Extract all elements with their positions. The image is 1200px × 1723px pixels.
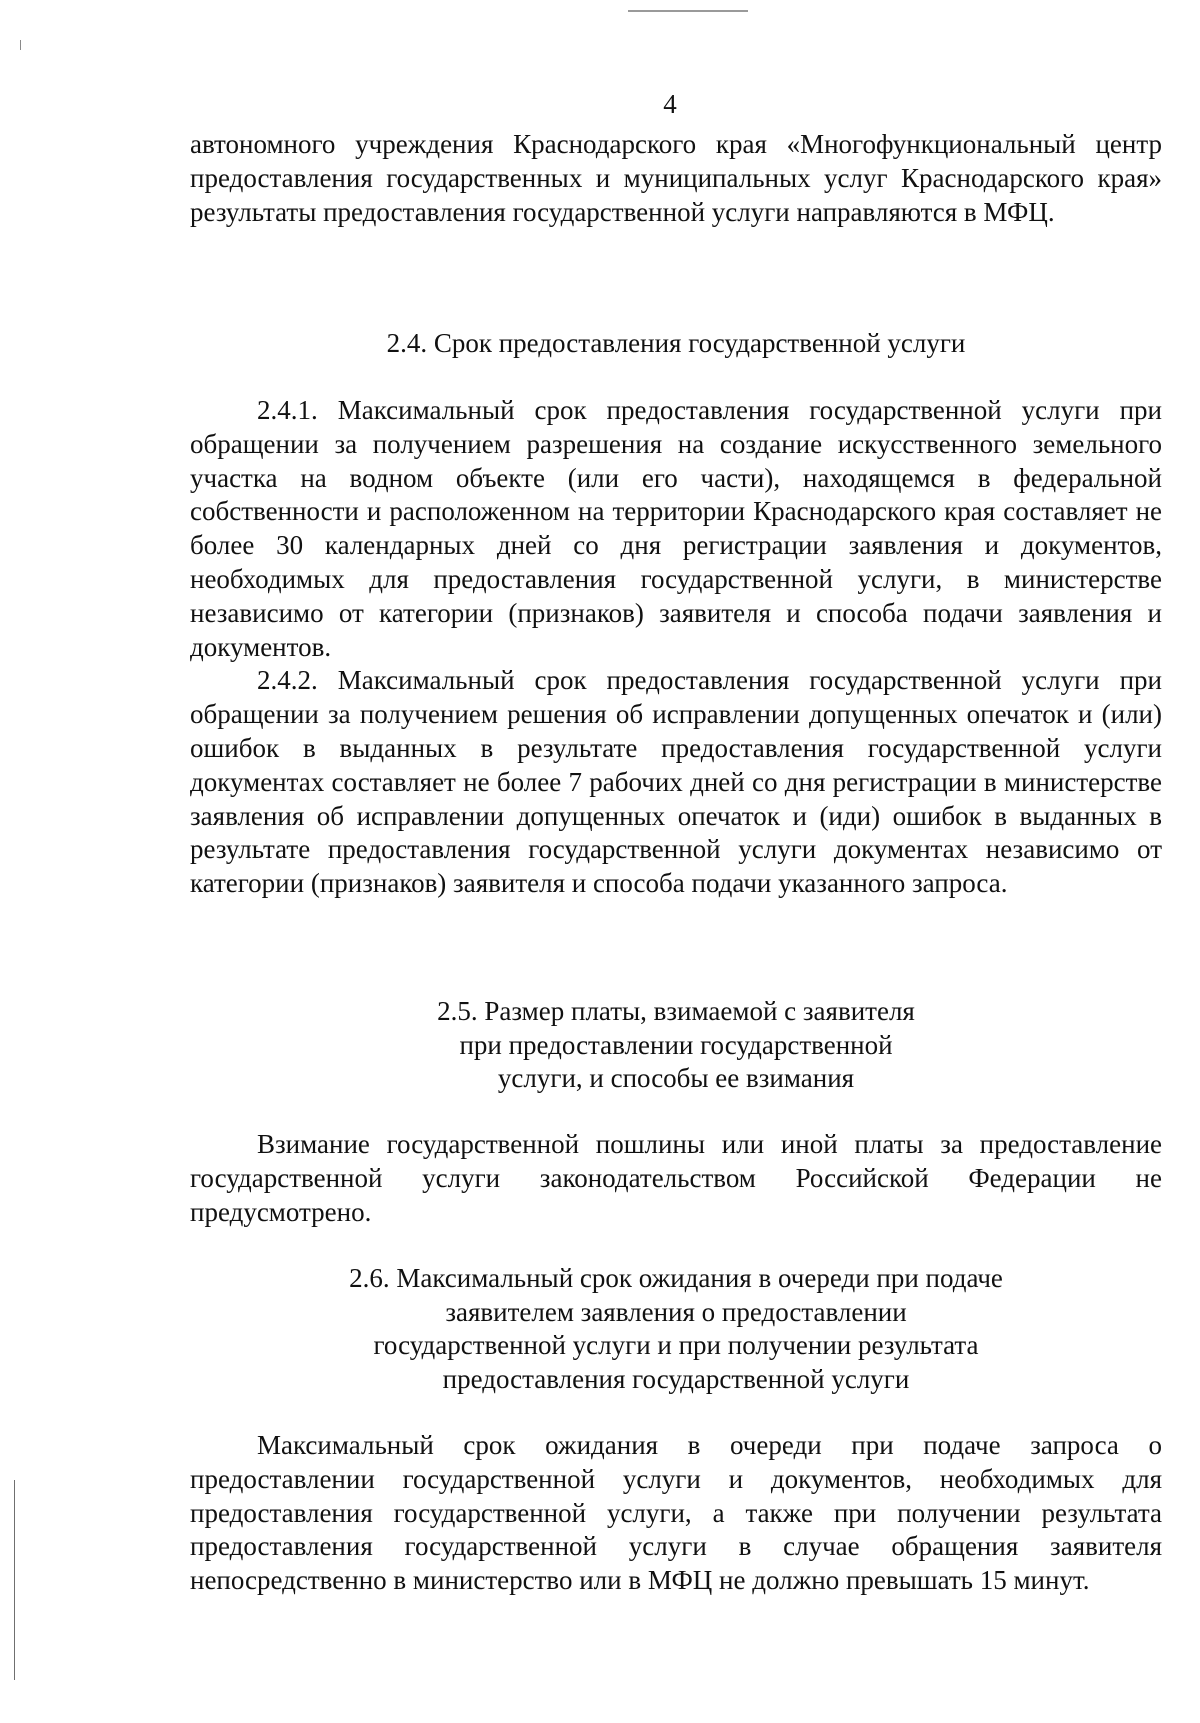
- section-2-5-body: [190, 1128, 1162, 1229]
- section-2-4-heading: 2.4. Срок предоставления государственной услуги: [386, 328, 966, 358]
- section-2-5-heading-line: 2.5. Размер платы, взимаемой с заявителя: [437, 996, 915, 1026]
- intro-paragraph-block: [190, 128, 1162, 229]
- section-2-6-heading-line: государственной услуги и при получении результата: [373, 1330, 979, 1360]
- page-number: 4: [663, 89, 677, 119]
- scan-artifact-edge: [14, 1480, 15, 1680]
- scan-artifact-line: [628, 10, 748, 12]
- paragraph-2-5: Взимание государственной пошлины или иной платы за предоставление государственной услуги законодательством Российской Федерации не предусмотрено.: [190, 1129, 1162, 1227]
- paragraph-2-6: Максимальный срок ожидания в очереди при подаче запроса о предоставлении государственной услуги и документов, необходимых для предоставления государственной услуги, а также при получении результата предоставления государственной услуги в случае обращения заявителя непосредственно в министерство или в МФЦ не должно превышать 15 минут.: [190, 1430, 1162, 1596]
- section-2-6-heading-line: 2.6. Максимальный срок ожидания в очереди при подаче: [349, 1263, 1003, 1293]
- section-2-6-heading-line: предоставления государственной услуги: [442, 1363, 910, 1394]
- paragraph-2-4-1: 2.4.1. Максимальный срок предоставления государственной услуги при обращении за получением разрешения на создание искусственного земельного участка на водном объекте (или его части), находящемся в федеральной собственности и расположенном на территории Краснодарского края составляет не более 30 календарных дней со дня регистрации заявления и документов, необходимых для предоставления государственной услуги, в министерстве независимо от категории (признаков) заявителя и способа подачи заявления и документов.: [190, 395, 1162, 662]
- section-2-4-body: [190, 394, 1162, 901]
- section-2-5-heading: [190, 995, 1162, 1096]
- section-2-6-heading-line: заявителем заявления о предоставлении: [445, 1296, 907, 1327]
- section-2-6-body: [190, 1429, 1162, 1598]
- section-2-5-heading-line: при предоставлении государственной: [459, 1029, 893, 1060]
- intro-paragraph: автономного учреждения Краснодарского края «Многофункциональный центр предоставления государственных и муниципальных услуг Краснодарского края» результаты предоставления государственной услуги направляются в МФЦ.: [190, 129, 1162, 227]
- section-2-6-heading: [190, 1262, 1162, 1396]
- scan-artifact-mark: [20, 40, 21, 50]
- section-2-5-heading-line: услуги, и способы ее взимания: [497, 1063, 855, 1093]
- paragraph-2-4-2: 2.4.2. Максимальный срок предоставления государственной услуги при обращении за получением решения об исправлении допущенных опечаток и (или) ошибок в выданных в результате предоставления государственной услуги документах составляет не более 7 рабочих дней со дня регистрации в министерстве заявления об исправлении допущенных опечаток и (иди) ошибок в выданных в результате предоставления государственной услуги документах независимо от категории (признаков) заявителя и способа подачи указанного запроса.: [190, 665, 1162, 899]
